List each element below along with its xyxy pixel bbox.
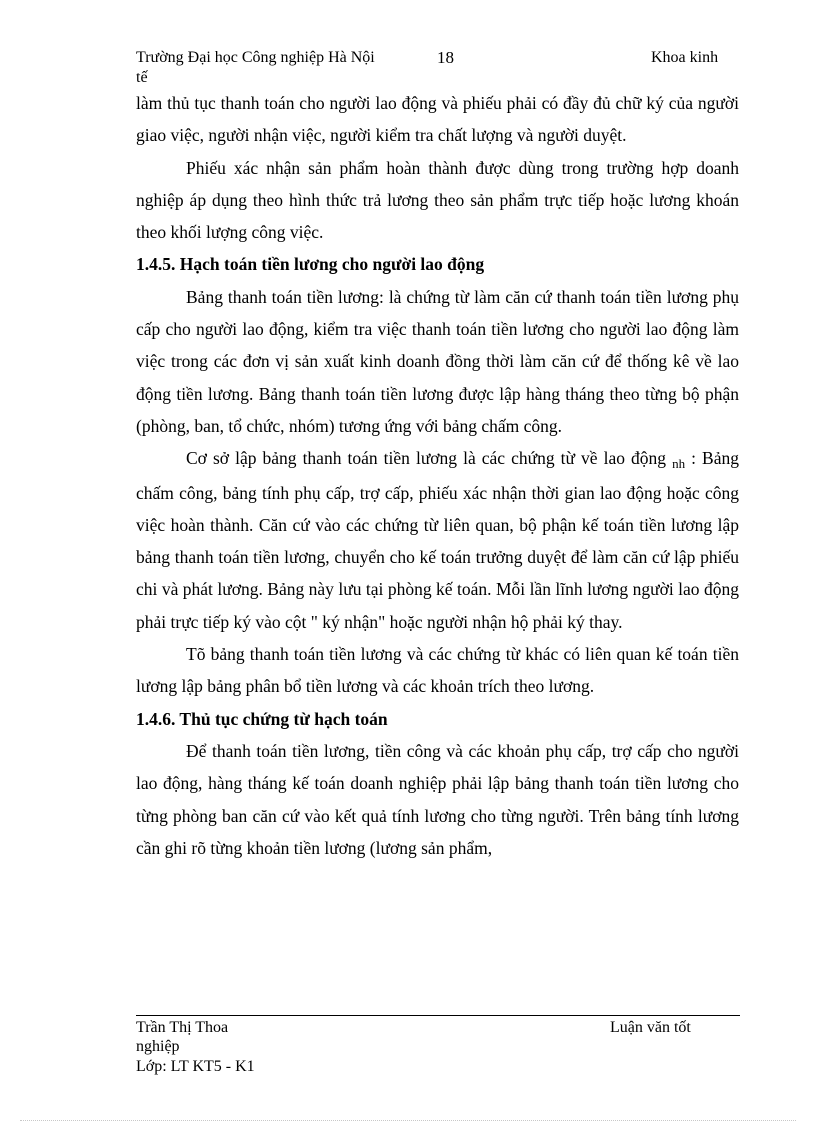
header-department-wrap: tế <box>136 69 148 86</box>
footer-author: Trần Thị Thoa <box>136 1019 229 1036</box>
paragraph-text: Cơ sở lập bảng thanh toán tiền lương là các chứng từ về lao động <box>186 448 667 469</box>
paragraph: Tõ bảng thanh toán tiền lương và các chứng từ khác có liên quan kế toán tiền lương lập bảng phân bổ tiền lương và các khoản trích theo lương. <box>136 644 739 697</box>
paragraph: Bảng thanh toán tiền lương: là chứng từ làm căn cứ thanh toán tiền lương phụ cấp cho người lao động, kiểm tra việc thanh toán tiền lương cho người lao động làm việc trong các đơn vị sản xuất kinh doanh đồng thời làm căn cứ để thống kê về lao động tiền lương. Bảng thanh toán tiền lương được lập hàng tháng theo từng bộ phận (phòng, ban, tổ chức, nhóm) tương ứng với bảng chấm công. <box>136 286 739 436</box>
footer-divider <box>136 1015 740 1016</box>
paragraph: làm thủ tục thanh toán cho người lao động và phiếu phải có đầy đủ chữ ký của người giao việc, người nhận việc, người kiểm tra chất lượng và người duyệt. <box>136 93 739 146</box>
paragraph-text: : Bảng chấm công, bảng tính phụ cấp, trợ cấp, phiếu xác nhận thời gian lao động hoặc công việc hoàn thành. Căn cứ vào các chứng từ liên quan, bộ phận kế toán tiền lương lập bảng thanh toán tiền lương, chuyển cho kế toán trưởng duyệt để làm căn cứ lập phiếu chi và phát lương. Bảng này lưu tại phòng kế toán. Mỗi lần lĩnh lương người lao động phải trực tiếp ký vào cột " ký nhận" hoặc người nhận hộ phải ký thay. <box>136 448 739 632</box>
paragraph <box>136 442 739 638</box>
section-heading: 1.4.6. Thủ tục chứng từ hạch toán <box>136 708 388 729</box>
header-page-number: 18 <box>437 48 454 67</box>
header-school: Trường Đại học Công nghiệp Hà Nội <box>136 49 375 66</box>
footer-thesis-wrap: nghiệp <box>136 1038 180 1055</box>
section-heading: 1.4.5. Hạch toán tiền lương cho người lao động <box>136 254 485 275</box>
footer-thesis: Luận văn tốt <box>610 1019 691 1036</box>
paragraph: Để thanh toán tiền lương, tiền công và các khoản phụ cấp, trợ cấp cho người lao động, hàng tháng kế toán doanh nghiệp phải lập bảng thanh toán tiền lương cho từng phòng ban căn cứ vào kết quả tính lương cho từng người. Trên bảng tính lương cần ghi rõ từng khoản tiền lương (lương sản phẩm, <box>136 740 739 858</box>
subscript-fragment: nh <box>672 456 686 472</box>
document-body <box>136 87 739 864</box>
paragraph: Phiếu xác nhận sản phẩm hoàn thành được dùng trong trường hợp doanh nghiệp áp dụng theo hình thức trả lương theo sản phẩm trực tiếp hoặc lương khoán theo khối lượng công việc. <box>136 157 739 243</box>
page-bottom-border <box>20 1120 796 1121</box>
footer-class: Lớp: LT KT5 - K1 <box>136 1058 255 1075</box>
header-department: Khoa kinh <box>651 49 719 66</box>
